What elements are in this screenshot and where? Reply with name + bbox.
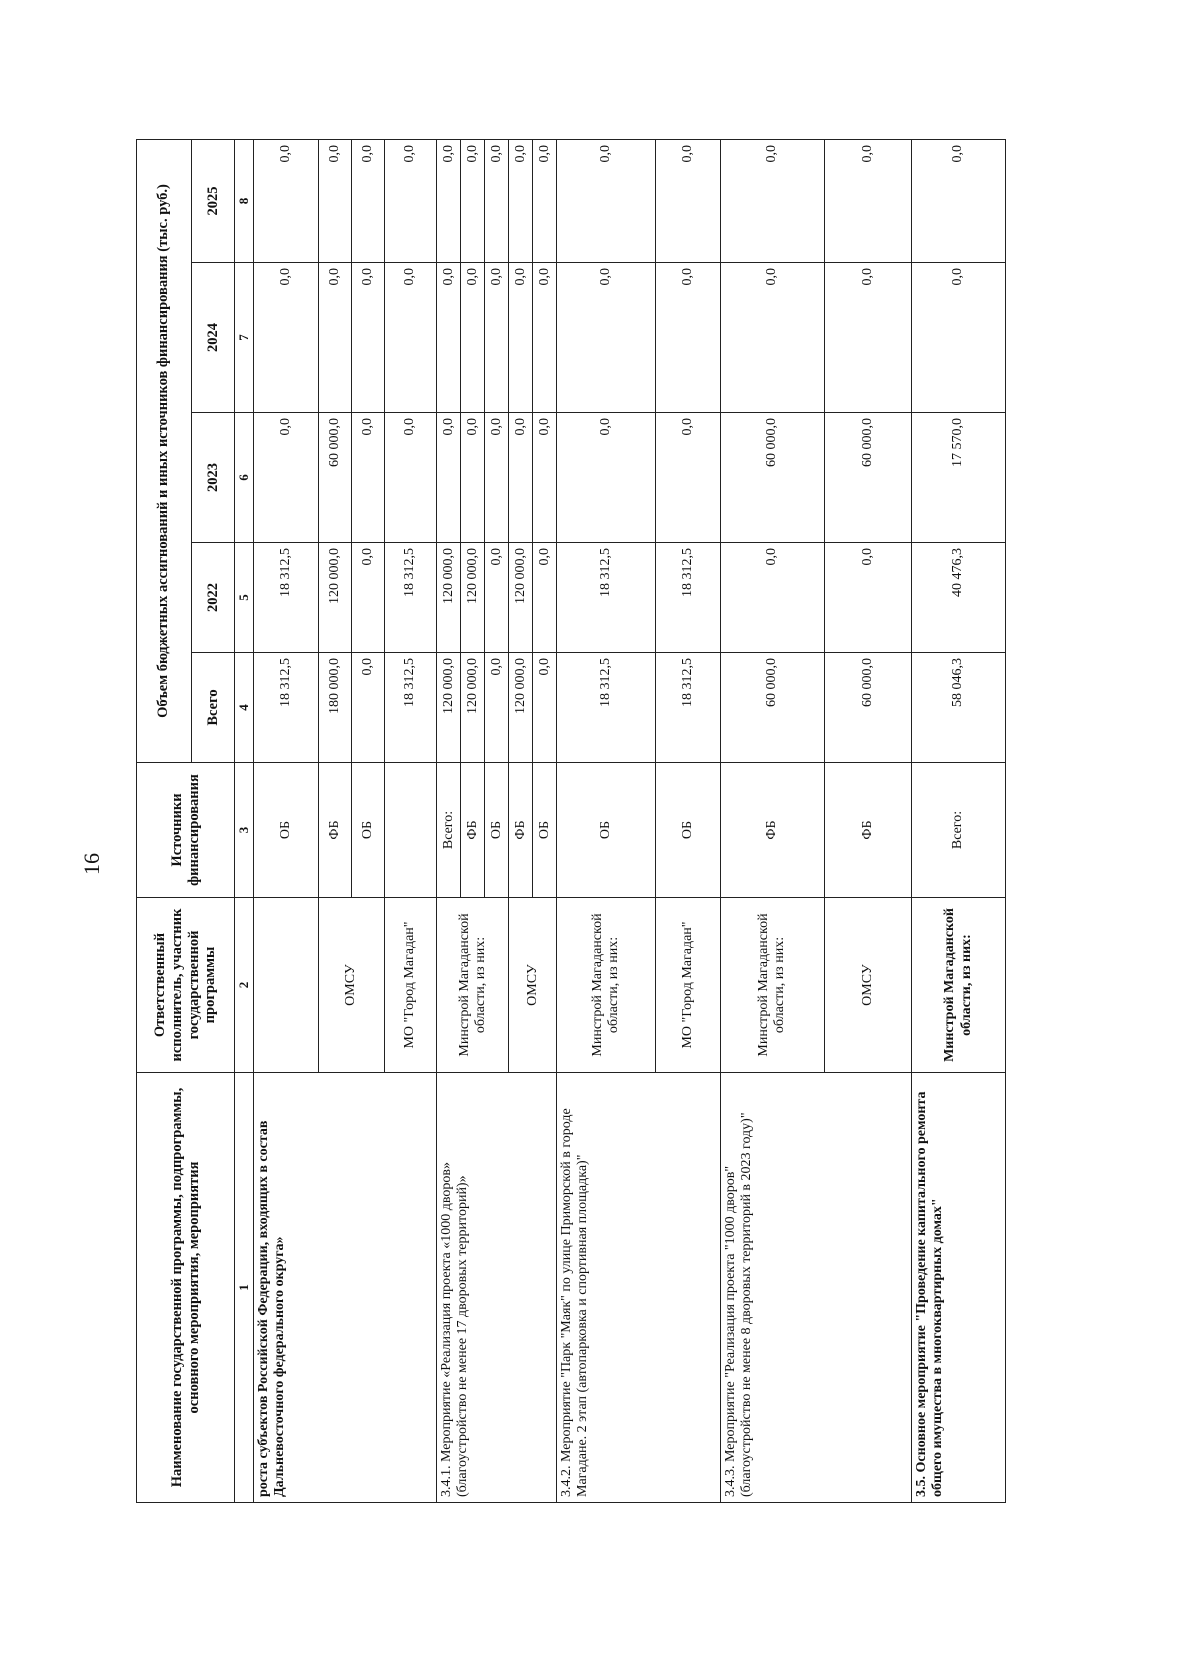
value-cell: 0,0	[533, 543, 557, 653]
value-cell: 0,0	[384, 413, 436, 543]
value-cell: 0,0	[824, 263, 911, 413]
value-cell: 0,0	[319, 139, 352, 262]
value-cell: 40 476,3	[912, 543, 1006, 653]
value-cell: 120 000,0	[461, 653, 485, 763]
value-cell: 18 312,5	[253, 653, 319, 763]
executor-cell: Минстрой Магаданской области, из них:	[557, 898, 655, 1073]
value-cell: 0,0	[352, 139, 385, 262]
value-cell: 0,0	[352, 543, 385, 653]
value-cell: 0,0	[655, 139, 721, 262]
source-cell	[384, 763, 436, 898]
value-cell: 180 000,0	[319, 653, 352, 763]
program-name-cell: роста субъектов Российской Федерации, входящих в состав Дальневосточного федерального округа»	[253, 1073, 436, 1503]
value-cell: 0,0	[253, 413, 319, 543]
value-cell: 0,0	[253, 263, 319, 413]
value-cell: 120 000,0	[509, 543, 533, 653]
header-source: Источники финансирования	[137, 763, 235, 898]
executor-cell: Минстрой Магаданской области, из них:	[912, 898, 1006, 1073]
value-cell: 0,0	[533, 263, 557, 413]
value-cell: 60 000,0	[721, 653, 825, 763]
value-cell: 0,0	[533, 413, 557, 543]
header-2024: 2024	[191, 263, 235, 413]
source-cell: ОБ	[253, 763, 319, 898]
header-2022: 2022	[191, 543, 235, 653]
page-number: 16	[79, 853, 104, 875]
executor-cell: ОМСУ	[824, 898, 911, 1073]
source-cell: ОБ	[533, 763, 557, 898]
program-name-cell: 3.4.2. Мероприятие "Парк "Маяк" по улице Приморской в городе Магадане. 2 этап (автопарковка и спортивная площадка)"	[557, 1073, 721, 1503]
value-cell: 120 000,0	[437, 543, 461, 653]
value-cell: 0,0	[437, 413, 461, 543]
value-cell: 0,0	[533, 139, 557, 262]
index-cell: 5	[235, 543, 254, 653]
executor-cell: ОМСУ	[509, 898, 557, 1073]
value-cell: 0,0	[912, 263, 1006, 413]
value-cell: 0,0	[437, 139, 461, 262]
rotated-table-container	[136, 140, 1006, 1503]
header-executor: Ответственный исполнитель, участник государственной программы	[137, 898, 235, 1073]
value-cell: 0,0	[352, 413, 385, 543]
source-cell: ОБ	[557, 763, 655, 898]
value-cell: 0,0	[485, 543, 509, 653]
value-cell: 18 312,5	[384, 543, 436, 653]
value-cell: 17 570,0	[912, 413, 1006, 543]
index-cell: 3	[235, 763, 254, 898]
value-cell: 0,0	[384, 139, 436, 262]
value-cell: 0,0	[461, 413, 485, 543]
source-cell: ФБ	[824, 763, 911, 898]
value-cell: 120 000,0	[461, 543, 485, 653]
value-cell: 60 000,0	[824, 413, 911, 543]
header-volume: Объем бюджетных ассигнований и иных источников финансирования (тыс. руб.)	[137, 139, 192, 762]
value-cell: 0,0	[557, 413, 655, 543]
value-cell: 0,0	[533, 653, 557, 763]
value-cell: 0,0	[485, 413, 509, 543]
value-cell: 0,0	[509, 413, 533, 543]
executor-cell	[253, 898, 319, 1073]
value-cell: 0,0	[319, 263, 352, 413]
value-cell: 0,0	[655, 263, 721, 413]
value-cell: 0,0	[721, 139, 825, 262]
program-name-cell: 3.4.1. Мероприятие «Реализация проекта «1000 дворов» (благоустройство не менее 17 дворовых территорий)»	[437, 1073, 557, 1503]
value-cell: 0,0	[461, 139, 485, 262]
index-row	[235, 139, 254, 1502]
value-cell: 0,0	[253, 139, 319, 262]
value-cell: 0,0	[824, 543, 911, 653]
value-cell: 0,0	[461, 263, 485, 413]
value-cell: 0,0	[824, 139, 911, 262]
table-row	[721, 139, 825, 1502]
program-name-cell: 3.5. Основное мероприятие "Проведение капитального ремонта общего имущества в многоквартирных домах"	[912, 1073, 1006, 1503]
value-cell: 0,0	[485, 653, 509, 763]
value-cell: 60 000,0	[824, 653, 911, 763]
value-cell: 0,0	[437, 263, 461, 413]
value-cell: 120 000,0	[509, 653, 533, 763]
table-row	[437, 139, 461, 1502]
value-cell: 18 312,5	[253, 543, 319, 653]
index-cell: 2	[235, 898, 254, 1073]
budget-table	[136, 139, 1006, 1503]
table-row	[253, 139, 319, 1502]
program-name-cell: 3.4.3. Мероприятие "Реализация проекта "1000 дворов" (благоустройство не менее 8 дворовых территорий в 2023 году)"	[721, 1073, 912, 1503]
value-cell: 120 000,0	[437, 653, 461, 763]
index-cell: 6	[235, 413, 254, 543]
value-cell: 60 000,0	[319, 413, 352, 543]
executor-cell: ОМСУ	[319, 898, 385, 1073]
executor-cell: Минстрой Магаданской области, из них:	[437, 898, 509, 1073]
value-cell: 0,0	[485, 139, 509, 262]
value-cell: 18 312,5	[384, 653, 436, 763]
header-name: Наименование государственной программы, подпрограммы, основного мероприятия, мероприятия	[137, 1073, 235, 1503]
source-cell: Всего:	[437, 763, 461, 898]
value-cell: 0,0	[557, 139, 655, 262]
source-cell: ОБ	[352, 763, 385, 898]
header-2025: 2025	[191, 139, 235, 262]
header-total: Всего	[191, 653, 235, 763]
value-cell: 18 312,5	[655, 653, 721, 763]
value-cell: 0,0	[509, 139, 533, 262]
source-cell: ОБ	[485, 763, 509, 898]
source-cell: ФБ	[721, 763, 825, 898]
source-cell: ФБ	[319, 763, 352, 898]
value-cell: 0,0	[352, 263, 385, 413]
executor-cell: МО "Город Магадан"	[655, 898, 721, 1073]
source-cell: ОБ	[655, 763, 721, 898]
value-cell: 0,0	[509, 263, 533, 413]
value-cell: 60 000,0	[721, 413, 825, 543]
value-cell: 0,0	[721, 263, 825, 413]
source-cell: ФБ	[461, 763, 485, 898]
executor-cell: МО "Город Магадан"	[384, 898, 436, 1073]
index-cell: 4	[235, 653, 254, 763]
value-cell: 18 312,5	[655, 543, 721, 653]
index-cell: 1	[235, 1073, 254, 1503]
value-cell: 120 000,0	[319, 543, 352, 653]
value-cell: 0,0	[352, 653, 385, 763]
table-row	[912, 139, 1006, 1502]
source-cell: ФБ	[509, 763, 533, 898]
index-cell: 8	[235, 139, 254, 262]
executor-cell: Минстрой Магаданской области, из них:	[721, 898, 825, 1073]
table-row	[557, 139, 655, 1502]
value-cell: 58 046,3	[912, 653, 1006, 763]
value-cell: 18 312,5	[557, 543, 655, 653]
value-cell: 0,0	[721, 543, 825, 653]
value-cell: 18 312,5	[557, 653, 655, 763]
header-2023: 2023	[191, 413, 235, 543]
value-cell: 0,0	[655, 413, 721, 543]
value-cell: 0,0	[912, 139, 1006, 262]
value-cell: 0,0	[384, 263, 436, 413]
value-cell: 0,0	[557, 263, 655, 413]
value-cell: 0,0	[485, 263, 509, 413]
index-cell: 7	[235, 263, 254, 413]
source-cell: Всего:	[912, 763, 1006, 898]
